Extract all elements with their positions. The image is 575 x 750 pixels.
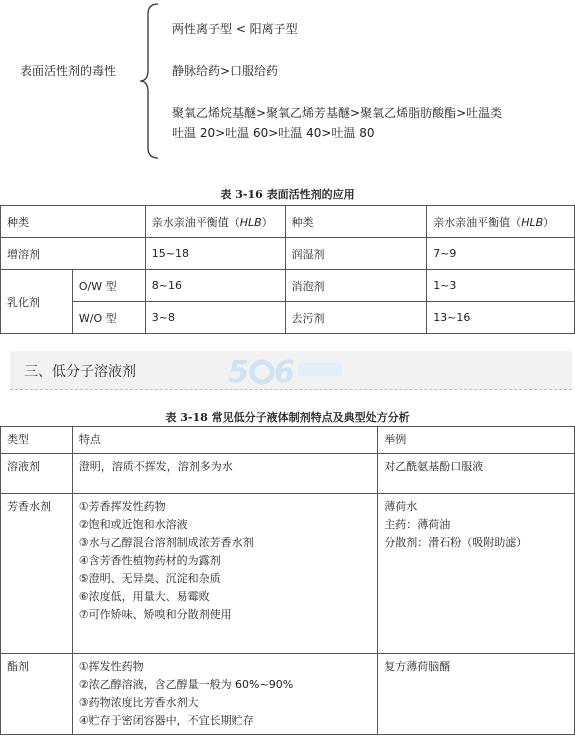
toxicity-item-tween: 吐温 20>吐温 60>吐温 40>吐温 80 bbox=[172, 126, 375, 140]
table-318-caption: 表 3-18 常见低分子液体制剂特点及典型处方分析 bbox=[165, 411, 410, 424]
cell-example bbox=[378, 454, 575, 494]
cell-detergent-hlb: 13~16 bbox=[427, 302, 575, 334]
table-row bbox=[1, 454, 575, 494]
feature-line: ②浓乙醇溶液，含乙醇量一般为 60%~90% bbox=[78, 678, 294, 691]
feature-line: 澄明，溶质不挥发，溶剂多为水 bbox=[78, 460, 233, 473]
cell-wo: W/O 型 bbox=[72, 302, 145, 334]
cell-detergent: 去污剂 bbox=[285, 302, 427, 334]
feature-line: ④贮存于密闭容器中，不宜长期贮存 bbox=[78, 714, 254, 727]
cell-example bbox=[378, 654, 575, 735]
cell-features bbox=[72, 454, 378, 494]
header-features: 特点 bbox=[72, 427, 378, 454]
cell-ow: O/W 型 bbox=[72, 270, 145, 302]
cell-wo-hlb: 3~8 bbox=[145, 302, 285, 334]
cell-solubilizer-hlb: 15~18 bbox=[145, 238, 285, 270]
cell-type: 溶液剂 bbox=[1, 454, 73, 494]
cell-features bbox=[72, 494, 378, 654]
cell-emulsifier: 乳化剂 bbox=[1, 270, 73, 334]
cell-type: 酯剂 bbox=[1, 654, 73, 735]
header-hlb: 亲水亲油平衡值（HLB） bbox=[145, 206, 285, 238]
feature-line: ③药物浓度比芳香水剂大 bbox=[78, 696, 199, 709]
cell-wetting-hlb: 7~9 bbox=[427, 238, 575, 270]
cell-type: 芳香水剂 bbox=[1, 494, 73, 654]
table-header-row bbox=[1, 206, 575, 238]
section-title: 三、低分子溶液剂 bbox=[24, 364, 136, 380]
svg-text:5: 5 bbox=[228, 355, 249, 388]
example-line: 分散剂：滑石粉（吸附助滤） bbox=[384, 536, 528, 549]
feature-line: ⑤澄明、无异臭、沉淀和杂质 bbox=[78, 572, 221, 585]
header-example: 举例 bbox=[378, 427, 575, 454]
feature-line: ④含芳香性植物药材的为露剂 bbox=[78, 554, 221, 567]
feature-line: ⑥浓度低，用量大、易霉败 bbox=[78, 590, 210, 603]
example-line: 主药：薄荷油 bbox=[384, 518, 451, 531]
example-line: 薄荷水 bbox=[384, 500, 418, 513]
cell-antifoam: 消泡剂 bbox=[285, 270, 427, 302]
header-type: 类型 bbox=[1, 427, 73, 454]
surfactant-application-table bbox=[0, 205, 575, 334]
toxicity-item-nonionic: 聚氧乙烯烷基醚>聚氧乙烯芳基醚>聚氧乙烯脂肪酸酯>吐温类 bbox=[172, 106, 503, 120]
table-row bbox=[1, 654, 575, 735]
table-row bbox=[1, 238, 575, 270]
cell-solubilizer: 增溶剂 bbox=[1, 238, 146, 270]
table-row bbox=[1, 302, 575, 334]
toxicity-label: 表面活性剂的毒性 bbox=[20, 64, 117, 78]
cell-antifoam-hlb: 1~3 bbox=[427, 270, 575, 302]
feature-line: ①芳香挥发性药物 bbox=[78, 500, 166, 513]
cell-features bbox=[72, 654, 378, 735]
watermark-logo-icon bbox=[228, 354, 348, 388]
feature-line: ②饱和或近饱和水溶液 bbox=[78, 518, 188, 531]
feature-line: ⑦可作矫味、矫嗅和分散剂使用 bbox=[78, 608, 232, 621]
feature-line: ③水与乙醇混合溶剂制成浓芳香水剂 bbox=[78, 536, 254, 549]
header-type-2: 种类 bbox=[285, 206, 427, 238]
header-type: 种类 bbox=[1, 206, 146, 238]
cell-wetting: 润湿剂 bbox=[285, 238, 427, 270]
toxicity-item-route: 静脉给药>口服给药 bbox=[172, 64, 279, 78]
feature-line: ①挥发性药物 bbox=[78, 660, 144, 673]
curly-brace-icon bbox=[138, 2, 162, 160]
low-molecular-solution-table bbox=[0, 426, 575, 735]
svg-text:6: 6 bbox=[274, 355, 295, 388]
example-line: 对乙酰氨基酚口服液 bbox=[384, 460, 484, 473]
toxicity-item-ionic: 两性离子型 < 阳离子型 bbox=[172, 22, 298, 36]
table-row bbox=[1, 270, 575, 302]
table-316-caption: 表 3-16 表面活性剂的应用 bbox=[220, 188, 355, 201]
cell-ow-hlb: 8~16 bbox=[145, 270, 285, 302]
example-line: 复方薄荷脑醑 bbox=[384, 660, 451, 673]
cell-example bbox=[378, 494, 575, 654]
section-header bbox=[10, 351, 572, 390]
table-row bbox=[1, 494, 575, 654]
table-header-row bbox=[1, 427, 575, 454]
header-hlb-2: 亲水亲油平衡值（HLB） bbox=[427, 206, 575, 238]
